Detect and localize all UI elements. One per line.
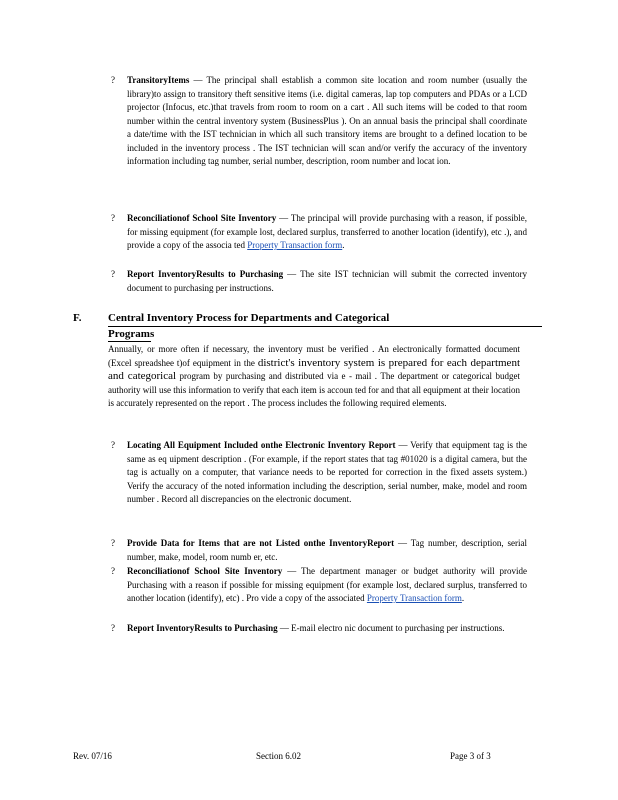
footer-section: Section 6.02 [256,751,301,761]
locating-equipment-heading: Locating All Equipment Included onthe Electronic Inventory Report [127,440,396,450]
transitory-items-text: — The principal shall establish a common site location and room number (usually the library)to assign to transitory theft sensitive items (i.e. digital cameras, lap top computers and PDAs or a LCD projector (Infocus, etc.)that travels from room to room on a cart . All such items will be coded to that room number within the central inventory system (BusinessPlus ). On an annual basis the principal shall coordinate a date/time with the IST technician in which all such transitory items are brought to a defined location to be included in the inventory process . The IST technician will scan and/or verify the accuracy of the inventory information including tag number, serial number, description, room number and locat ion. [127,75,527,166]
section-letter: F. [73,312,82,324]
provide-data-paragraph [127,537,527,564]
locating-equipment-paragraph [127,439,527,507]
reconciliation-dept-paragraph [127,565,527,606]
reconciliation-site-heading: Reconciliationof School Site Inventory [127,213,277,223]
property-transaction-form-link[interactable]: Property Transaction form [247,240,343,250]
bullet-marker: ? [111,269,115,279]
email-report-heading: Report InventoryResults to Purchasing [127,623,278,633]
bullet-marker: ? [111,440,115,450]
provide-data-heading: Provide Data for Items that are not Listed onthe InventoryReport [127,538,395,548]
transitory-items-heading: TransitoryItems [127,75,190,85]
intro-text-part1: Annually, or more often if necessary, the inventory must be verified . An electronically formatted document (Excel spreadshee t)of equipment in the [108,344,520,368]
email-report-paragraph [127,622,527,636]
reconciliation-dept-text: — The department manager or budget authority will provide Purchasing with a reason if possible for missing equipment (for example lost, declared surplus, transferred to another location (identify), etc) . Pro vide a copy of the associated [127,566,527,603]
reconciliation-dept-end: . [461,593,465,603]
reconciliation-dept-heading: Reconciliationof School Site Inventory [127,566,283,576]
locating-equipment-text: — Verify that equipment tag is the same as eq uipment description . (For example, if the report states that tag #01020 is a digital camera, but the tag is actually on a computer, that variance needs to be reported for correction in the fixed assets system.) Verify the accuracy of the noted information including the description, serial number, make, model and room number . Record all discrepancies on the electronic document. [127,440,527,504]
bullet-marker: ? [111,75,115,85]
footer-revision: Rev. 07/16 [73,751,112,761]
provide-data-text: — Tag number, description, serial number, make, model, room numb er, etc. [127,538,527,562]
reconciliation-site-text: — The principal will provide purchasing with a reason, if possible, for missing equipment (for example lost, declared surplus, transferred to another location (identify), etc .), and provide a copy of the associa ted [127,213,527,250]
property-transaction-form-link[interactable]: Property Transaction form [366,593,462,603]
reconciliation-site-paragraph [127,212,527,253]
bullet-marker: ? [111,538,115,548]
section-title-line2: Programs [108,328,155,340]
section-intro-paragraph [108,343,520,411]
reconciliation-site-end: . [342,240,345,250]
section-title-line1: Central Inventory Process for Departments and Categorical [108,311,542,327]
report-results-text: — The site IST technician will submit the corrected inventory document to purchasing per instructions. [127,269,527,293]
intro-text-part2: program by purchasing and distributed via e - mail . The department or categorical budget authority will use this information to verify that each item is accoun ted for and that all equipment at their location is accurately represented on the report . The process includes the following required elements. [108,371,520,408]
bullet-marker: ? [111,213,115,223]
bullet-marker: ? [111,623,115,633]
bullet-marker: ? [111,566,115,576]
section-title [108,311,542,342]
report-results-heading: Report InventoryResults to Purchasing [127,269,284,279]
transitory-items-paragraph [127,74,527,169]
intro-text-emphasis: district's inventory system is prepared for each department and categorical [108,356,520,382]
footer-page-number: Page 3 of 3 [450,751,491,761]
email-report-text: — E-mail electro nic document to purchasing per instructions. [277,623,505,633]
report-results-paragraph [127,268,527,295]
